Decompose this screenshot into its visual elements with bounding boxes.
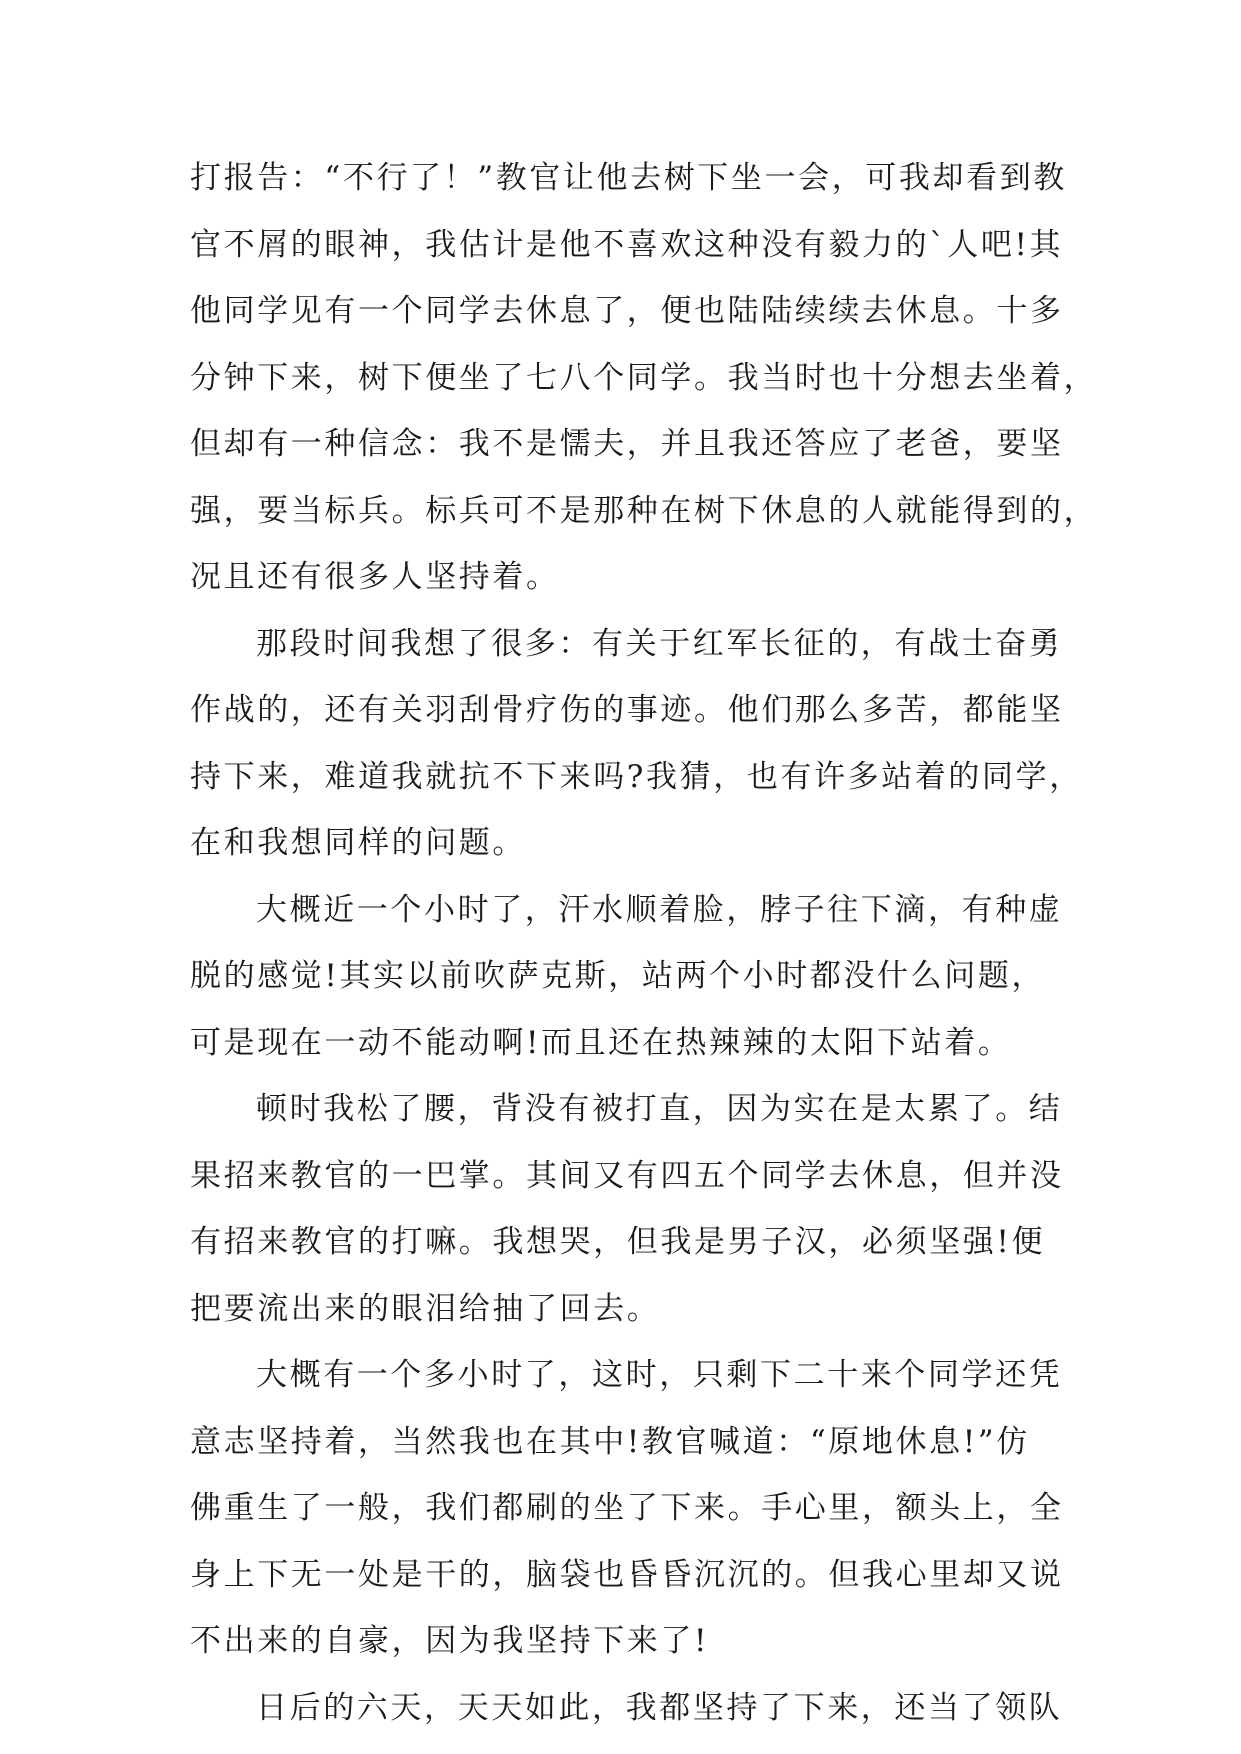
- text-line: 果招来教官的一巴掌。其间又有四五个同学去休息，但并没: [190, 1157, 1064, 1194]
- text-line: 况且还有很多人坚持着。: [190, 559, 560, 595]
- text-line: 可是现在一动不能动啊!而且还在热辣辣的太阳下站着。: [190, 1024, 1012, 1061]
- text-line: 作战的，还有关羽刮骨疗伤的事迹。他们那么多苦，都能坚: [190, 692, 1064, 728]
- paragraph-first-line: 大概有一个多小时了，这时，只剩下二十来个同学还凭: [256, 1357, 1063, 1393]
- text-line: 把要流出来的眼泪给抽了回去。: [190, 1290, 661, 1327]
- document-body: [190, 145, 1098, 1741]
- text-line: 强，要当标兵。标兵可不是那种在树下休息的人就能得到的，: [190, 492, 1098, 529]
- text-line: 脱的感觉!其实以前吹萨克斯，站两个小时都没什么问题，: [190, 958, 1046, 994]
- text-line: 在和我想同样的问题。: [190, 825, 526, 861]
- text-line: 分钟下来，树下便坐了七八个同学。我当时也十分想去坐着，: [190, 359, 1098, 396]
- text-line: 身上下无一处是干的，脑袋也昏昏沉沉的。但我心里却又说: [190, 1556, 1064, 1593]
- paragraph-first-line: 那段时间我想了很多：有关于红军长征的，有战士奋勇: [256, 625, 1063, 662]
- text-line: 他同学见有一个同学去休息了，便也陆陆续续去休息。十多: [190, 293, 1064, 329]
- paragraph-first-line: 顿时我松了腰，背没有被打直，因为实在是太累了。结: [256, 1091, 1063, 1127]
- paragraph-first-line: 大概近一个小时了，汗水顺着脸，脖子往下滴，有种虚: [256, 891, 1063, 928]
- text-line: 但却有一种信念：我不是懦夫，并且我还答应了老爸，要坚: [190, 426, 1064, 462]
- text-line: 佛重生了一般，我们都刷的坐了下来。手心里，额头上，全: [190, 1490, 1064, 1526]
- text-line: 意志坚持着，当然我也在其中!教官喊道：“原地休息!”仿: [190, 1423, 1030, 1460]
- text-line: 打报告：“不行了！”教官让他去树下坐一会，可我却看到教: [190, 160, 1067, 196]
- text-line: 持下来，难道我就抗不下来吗?我猜，也有许多站着的同学，: [190, 758, 1083, 795]
- paragraph-first-line: 日后的六天，天天如此，我都坚持了下来，还当了领队: [256, 1689, 1063, 1726]
- text-line: 不出来的自豪，因为我坚持下来了!: [190, 1623, 710, 1659]
- text-line: 官不屑的眼神，我估计是他不喜欢这种没有毅力的`人吧!其: [190, 226, 1064, 263]
- text-line: 有招来教官的打嘛。我想哭，但我是男子汉，必须坚强!便: [190, 1224, 1046, 1260]
